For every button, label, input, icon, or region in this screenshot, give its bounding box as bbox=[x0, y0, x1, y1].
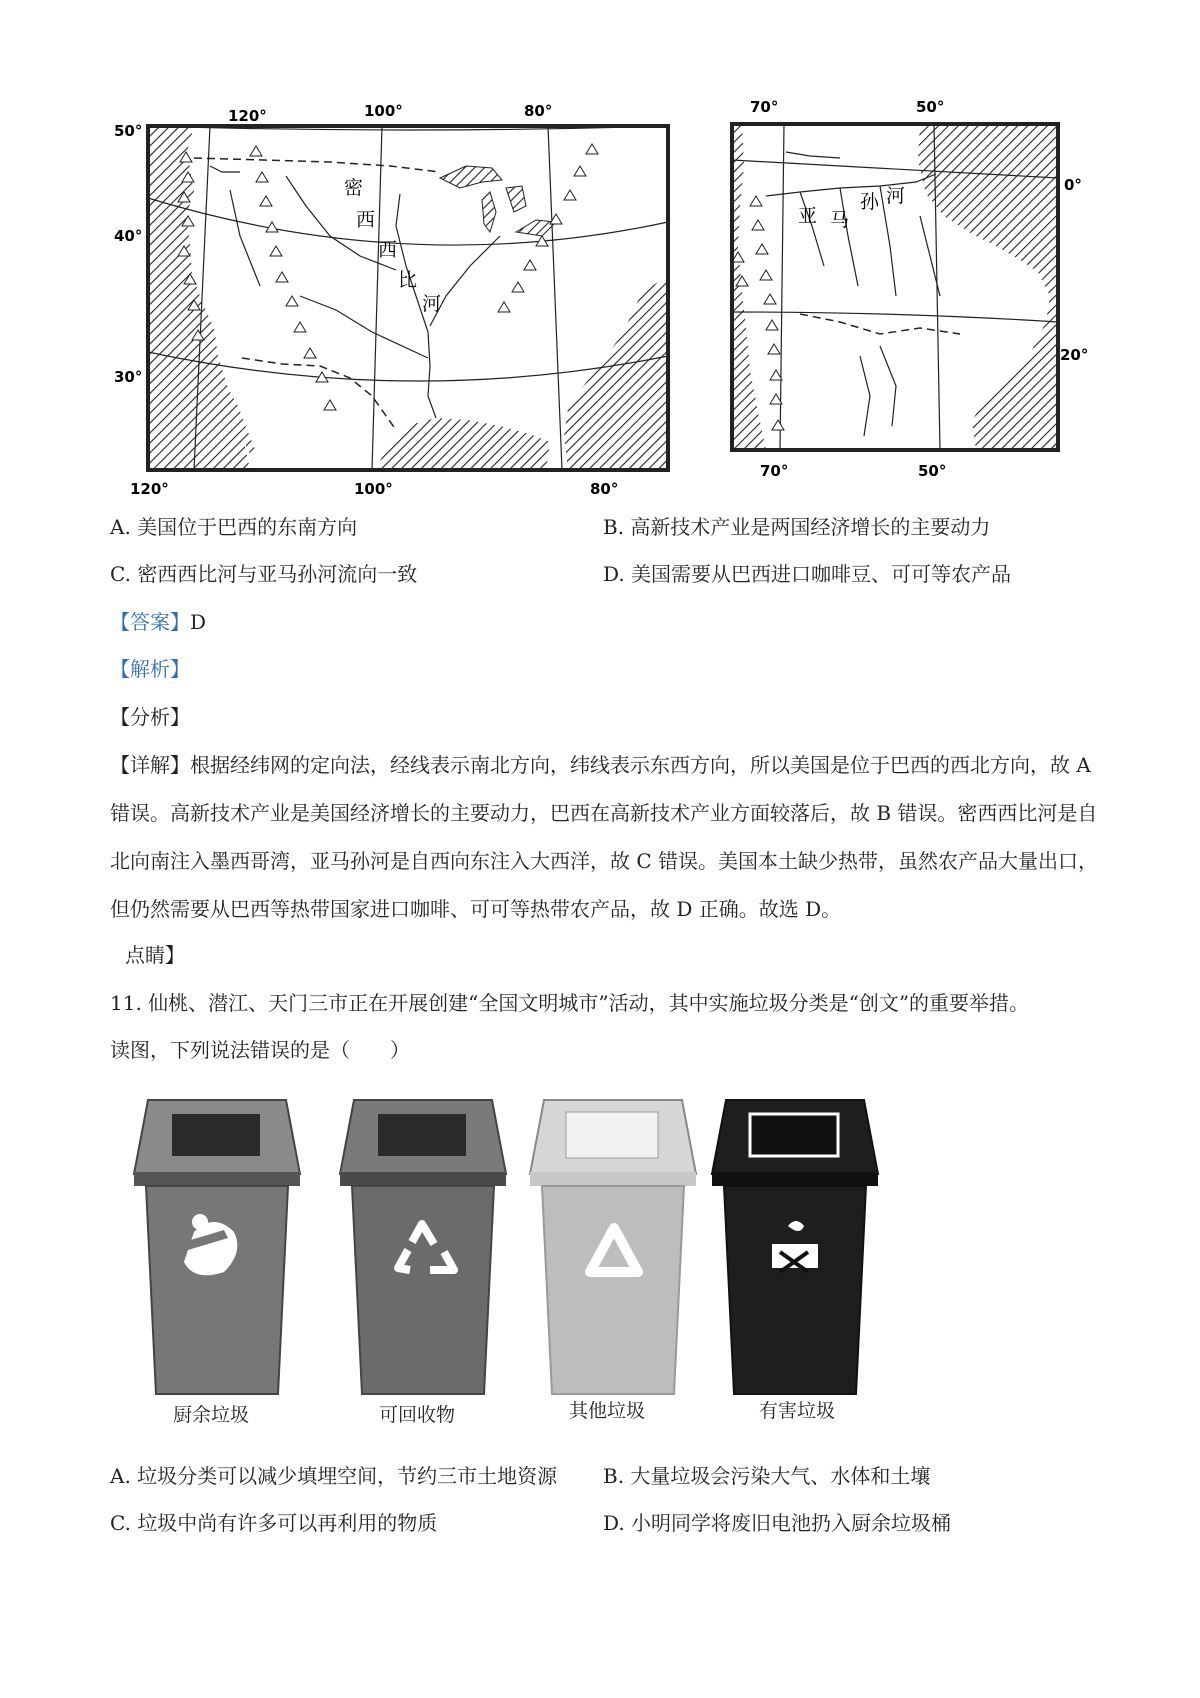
option-a bbox=[110, 514, 357, 540]
lat-label: 40° bbox=[114, 227, 143, 245]
option-text: 高新技术产业是两国经济增长的主要动力 bbox=[630, 515, 991, 539]
option-letter: D. bbox=[603, 562, 625, 586]
brazil-map bbox=[720, 96, 1092, 482]
lat-label: 30° bbox=[114, 368, 143, 386]
river-label-char: 孙 bbox=[860, 191, 880, 213]
detail-tag: 【详解】 bbox=[110, 753, 190, 777]
lat-label: 50° bbox=[114, 122, 143, 140]
usa-map bbox=[110, 96, 680, 502]
option-b bbox=[603, 1463, 930, 1489]
option-letter: A. bbox=[110, 515, 131, 539]
river-label-char: 河 bbox=[422, 293, 442, 315]
lat-label: 20° bbox=[1060, 346, 1089, 364]
bin-label-recyclable: 可回收物 bbox=[378, 1404, 455, 1426]
option-text: 美国需要从巴西进口咖啡豆、可可等农产品 bbox=[631, 562, 1012, 586]
lon-label-bottom: 80° bbox=[590, 480, 619, 498]
lon-label-bottom: 100° bbox=[354, 480, 393, 498]
lon-label-top: 80° bbox=[524, 102, 553, 120]
option-letter: A. bbox=[110, 1464, 131, 1488]
map-frame bbox=[148, 126, 668, 470]
detail-text: 根据经纬网的定向法，经线表示南北方向，纬线表示东西方向，所以美国是位于巴西的西北方向，故 A 错误。高新技术产业是美国经济增长的主要动力，巴西在高新技术产业方面较落后，故 B 错误。密西西比河是自北向南注入墨西哥湾，亚马孙河是自西向东注入大西洋，故 C 错误。美国本土缺少热带，虽然农产品大量出口，但仍然需要从巴西等热带国家进口咖啡、可可等热带农产品，故 D 正确。故选 D。 bbox=[110, 753, 1099, 921]
river-label-char: 比 bbox=[398, 269, 418, 291]
option-text: 小明同学将废旧电池扔入厨余垃圾桶 bbox=[631, 1511, 952, 1535]
fenxi-tag: 【分析】 bbox=[110, 705, 190, 729]
lon-label-top: 100° bbox=[364, 102, 403, 120]
option-a bbox=[110, 1463, 557, 1489]
lat-label: 0° bbox=[1064, 176, 1082, 194]
option-letter: C. bbox=[110, 562, 131, 586]
option-c bbox=[110, 561, 417, 587]
bin-label-hazardous: 有害垃圾 bbox=[758, 1400, 835, 1422]
detail-paragraph bbox=[110, 741, 1102, 933]
river-label-char: 西 bbox=[378, 239, 398, 261]
bin-hazardous bbox=[712, 1100, 878, 1394]
map-frame bbox=[732, 124, 1058, 450]
question-stem-2: 读图，下列说法错误的是（ ） bbox=[110, 1038, 410, 1062]
bin-label-other-waste: 其他垃圾 bbox=[568, 1400, 645, 1422]
bin-other-waste bbox=[530, 1100, 696, 1394]
option-text: 美国位于巴西的东南方向 bbox=[137, 515, 358, 539]
option-letter: D. bbox=[603, 1511, 625, 1535]
lon-label-top: 120° bbox=[228, 107, 267, 125]
option-c bbox=[110, 1510, 437, 1536]
lon-label-bottom: 120° bbox=[130, 480, 169, 498]
option-b bbox=[603, 514, 990, 540]
river-label-char: 亚 bbox=[798, 205, 818, 227]
answer-line bbox=[110, 609, 206, 635]
bin-food-waste bbox=[134, 1100, 300, 1394]
answer-value: D bbox=[190, 610, 207, 634]
option-text: 垃圾中尚有许多可以再利用的物质 bbox=[137, 1511, 438, 1535]
dianjing-tag: 点睛】 bbox=[125, 943, 185, 967]
lon-label-bottom: 50° bbox=[918, 462, 947, 480]
lon-label-top: 70° bbox=[750, 98, 779, 116]
river-label-char: 西 bbox=[356, 209, 376, 231]
bin-label-food-waste: 厨余垃圾 bbox=[172, 1404, 249, 1426]
option-d bbox=[603, 1510, 951, 1536]
river-label-char: 马 bbox=[830, 209, 850, 231]
answer-tag: 【答案】 bbox=[110, 610, 190, 634]
analysis-tag: 【解析】 bbox=[110, 657, 190, 681]
lon-label-bottom: 70° bbox=[760, 462, 789, 480]
lon-label-top: 50° bbox=[916, 98, 945, 116]
river-label-char: 河 bbox=[886, 185, 906, 207]
option-text: 垃圾分类可以减少填埋空间，节约三市土地资源 bbox=[137, 1464, 558, 1488]
option-letter: B. bbox=[603, 515, 625, 539]
question-stem: 11. 仙桃、潜江、天门三市正在开展创建“全国文明城市”活动，其中实施垃圾分类是“创文”的重要举措。 bbox=[110, 991, 1030, 1015]
option-text: 密西西比河与亚马孙河流向一致 bbox=[137, 562, 418, 586]
option-letter: C. bbox=[110, 1511, 131, 1535]
river-label-char: 密 bbox=[344, 177, 364, 199]
option-d bbox=[603, 561, 1011, 587]
bin-recyclable bbox=[340, 1100, 506, 1394]
option-letter: B. bbox=[603, 1464, 625, 1488]
option-text: 大量垃圾会污染大气、水体和土壤 bbox=[630, 1464, 931, 1488]
garbage-bins-figure bbox=[128, 1092, 908, 1422]
